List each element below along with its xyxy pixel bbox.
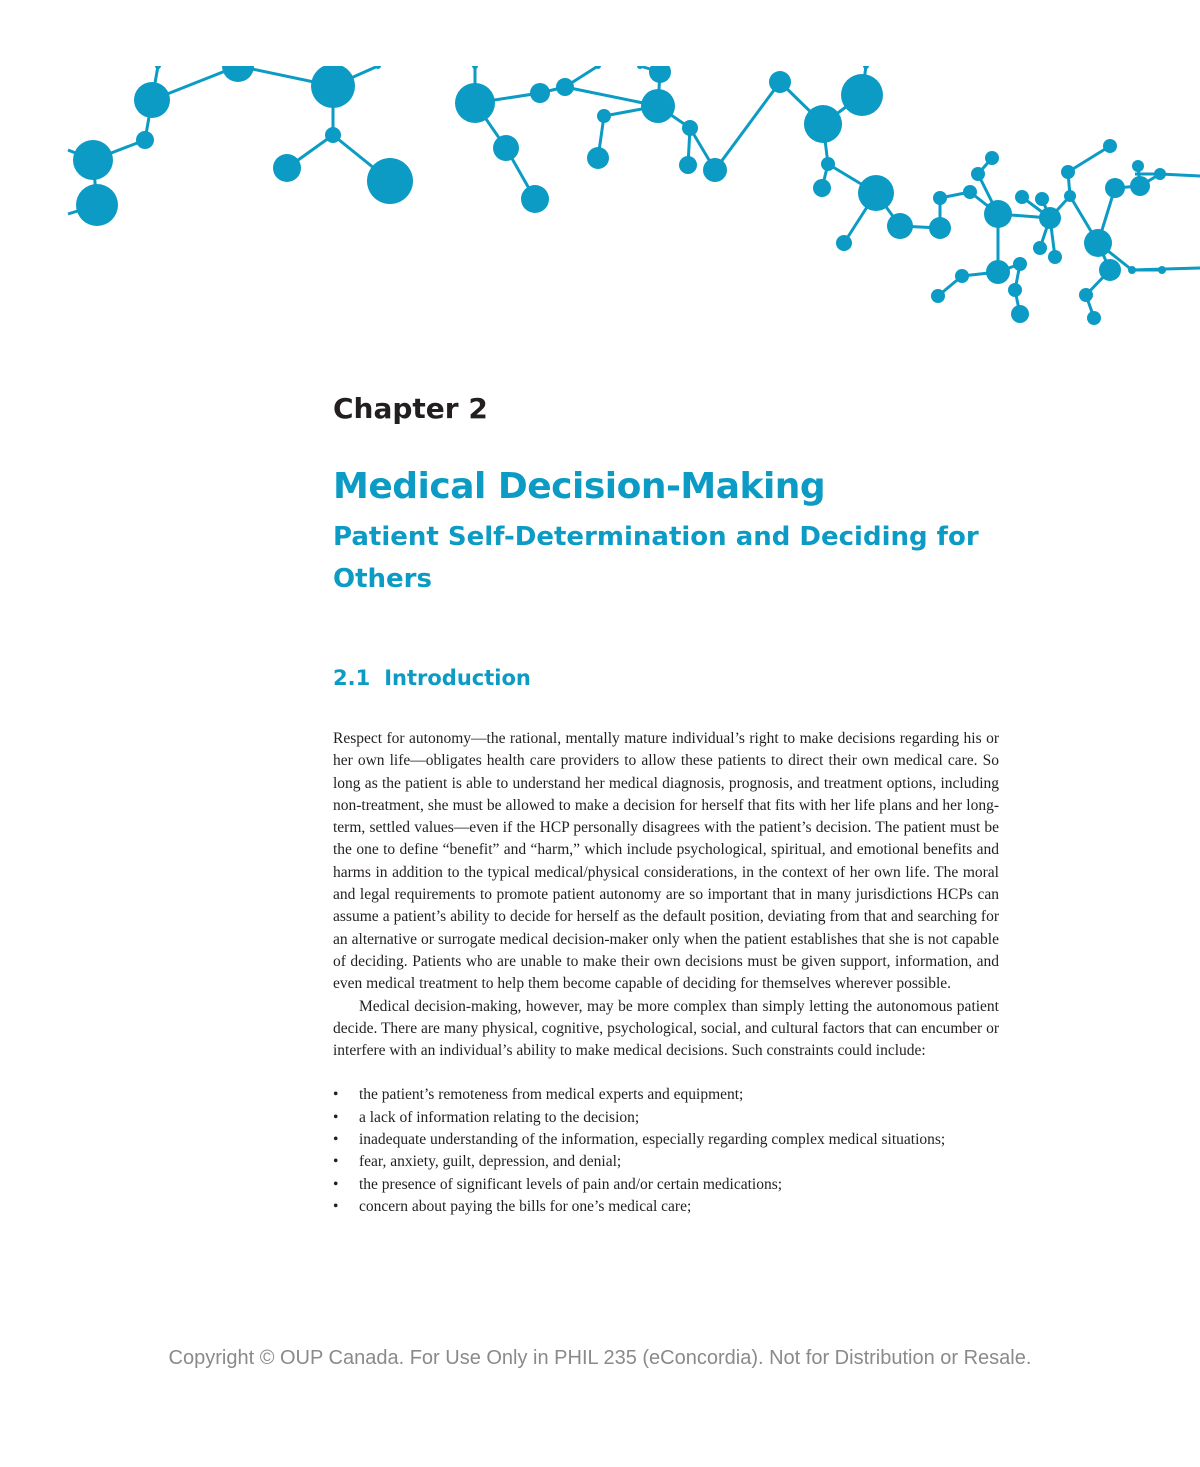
body-text bbox=[333, 728, 999, 1218]
bullet-icon: • bbox=[333, 1131, 339, 1149]
constraints-list bbox=[333, 1084, 999, 1218]
list-item bbox=[333, 1151, 999, 1173]
chapter-title: Medical Decision-Making bbox=[333, 466, 826, 507]
chapter-label: Chapter 2 bbox=[333, 392, 488, 425]
list-item-text: a lack of information relating to the decision; bbox=[359, 1108, 640, 1126]
section-title: Introduction bbox=[384, 666, 531, 690]
list-item-text: concern about paying the bills for one’s medical care; bbox=[359, 1197, 692, 1215]
copyright-footer: Copyright © OUP Canada. For Use Only in PHIL 235 (eConcordia). Not for Distribution or Resale. bbox=[168, 1347, 1032, 1369]
chapter-subtitle: Patient Self-Determination and Deciding for Others bbox=[333, 522, 979, 594]
bullet-icon: • bbox=[333, 1086, 339, 1104]
section-number: 2.1 bbox=[333, 666, 371, 690]
list-item bbox=[333, 1174, 999, 1196]
list-item-text: the patient’s remoteness from medical experts and equipment; bbox=[359, 1086, 744, 1104]
paragraph: Respect for autonomy—the rational, mentally mature individual’s right to make decisions regarding his or her own life—obligates health care providers to allow these patients to direct their own medical care. So long as the patient is able to understand her medical diagnosis, prognosis, and treatment options, including non-treatment, she must be allowed to make a decision for herself that fits with her life plans and her long-term, settled values—even if the HCP personally disagrees with the patient’s decision. The patient must be the one to define “benefit” and “harm,” which include psychological, spiritual, and emotional benefits and harms in addition to the typical medical/physical considerations, in the context of her own life. The moral and legal requirements to promote patient autonomy are so important that in many jurisdictions HCPs can assume a patient’s ability to decide for herself as the default position, deviating from that and searching for an alternative or surrogate medical decision-maker only when the patient establishes that she is not capable of deciding. Patients who are unable to make their own decisions must be given support, information, and even medical treatment to help them become capable of deciding for themselves wherever possible. bbox=[333, 730, 999, 993]
bullet-icon: • bbox=[333, 1108, 339, 1126]
list-item bbox=[333, 1107, 999, 1129]
paragraph: Medical decision-making, however, may be more complex than simply letting the autonomous patient decide. There are many physical, cognitive, psychological, social, and cultural factors that can encumber or interfere with an individual’s ability to make medical decisions. Such constraints could include: bbox=[333, 997, 999, 1060]
list-item bbox=[333, 1129, 999, 1151]
list-item-text: inadequate understanding of the information, especially regarding complex medical situations; bbox=[359, 1131, 946, 1149]
list-item-text: fear, anxiety, guilt, depression, and denial; bbox=[359, 1153, 622, 1171]
bullet-icon: • bbox=[333, 1175, 339, 1193]
list-item bbox=[333, 1084, 999, 1106]
bullet-icon: • bbox=[333, 1153, 339, 1171]
bullet-icon: • bbox=[333, 1197, 339, 1215]
list-item-text: the presence of significant levels of pain and/or certain medications; bbox=[359, 1175, 783, 1193]
molecule-network-graphic bbox=[0, 0, 1200, 340]
section-heading bbox=[333, 666, 531, 690]
list-item bbox=[333, 1196, 999, 1218]
